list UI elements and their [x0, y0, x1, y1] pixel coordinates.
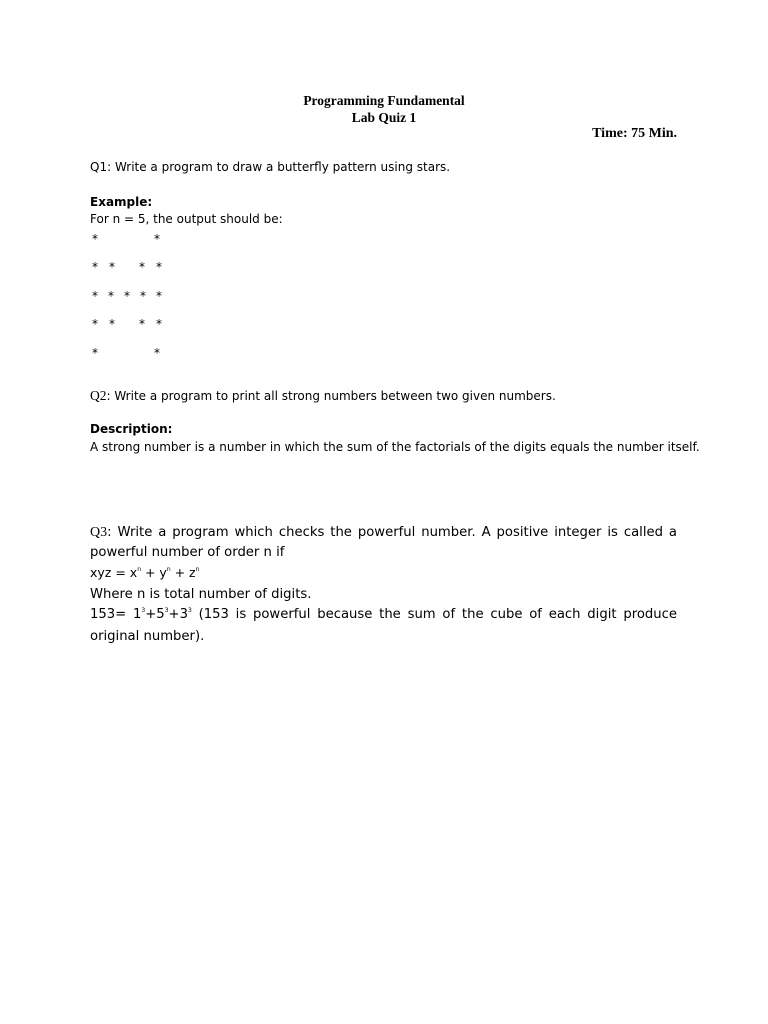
q2-prompt [90, 388, 556, 404]
star: * [154, 346, 160, 360]
star: * [156, 289, 162, 303]
q3-block [90, 523, 677, 647]
star: * [92, 232, 98, 246]
q1-example-intro: For n = 5, the output should be: [90, 212, 283, 226]
star: * [108, 289, 114, 303]
q3-label: Q3 [90, 525, 108, 540]
q2-prompt-text: : Write a program to print all strong numbers between two given numbers. [106, 389, 556, 403]
document-title: Programming Fundamental [303, 93, 465, 108]
example-explanation: (153 is powerful because the sum of the cube of each digit produce original number). [90, 607, 677, 644]
star: * [109, 317, 115, 331]
pattern-row [90, 260, 210, 274]
star: * [124, 289, 130, 303]
formula-y: + y [141, 564, 167, 580]
star: * [139, 260, 145, 274]
q3-prompt [90, 523, 677, 563]
star: * [109, 260, 115, 274]
pattern-row [90, 289, 210, 303]
formula-z: + z [170, 564, 196, 580]
star: * [92, 289, 98, 303]
time-limit: Time: 75 Min. [592, 126, 677, 141]
example-exponent: 3 [164, 607, 169, 615]
formula-exponent: n [195, 565, 200, 573]
star: * [92, 346, 98, 360]
example-plus5: +5 [145, 607, 165, 623]
q3-formula [90, 563, 677, 586]
q1-example-label: Example: [90, 195, 153, 209]
formula-exponent: n [166, 565, 171, 573]
pattern-row [90, 232, 210, 246]
star: * [92, 260, 98, 274]
q3-where: Where n is total number of digits. [90, 587, 312, 603]
q3-prompt-text: : Write a program which checks the powerful number. A positive integer is called a powerful number of order n if [90, 525, 677, 560]
q3-example [90, 605, 677, 647]
star: * [140, 289, 146, 303]
star: * [139, 317, 145, 331]
formula-lhs: xyz = x [90, 564, 138, 580]
pattern-row [90, 346, 210, 360]
star: * [156, 260, 162, 274]
example-exponent: 3 [187, 607, 192, 615]
star: * [156, 317, 162, 331]
q2-label: Q2 [90, 388, 107, 403]
formula-exponent: n [137, 565, 141, 573]
example-exponent: 3 [141, 607, 146, 615]
star: * [92, 317, 98, 331]
example-plus3: +3 [168, 607, 188, 623]
pattern-row [90, 317, 210, 331]
q2-description-label: Description: [90, 422, 173, 436]
star: * [154, 232, 160, 246]
q1-prompt: Q1: Write a program to draw a butterfly pattern using stars. [90, 160, 451, 174]
example-prefix: 153= 1 [90, 607, 142, 623]
q2-description: A strong number is a number in which the sum of the factorials of the digits equals the number itself. [90, 440, 700, 454]
document-subtitle: Lab Quiz 1 [351, 110, 417, 125]
